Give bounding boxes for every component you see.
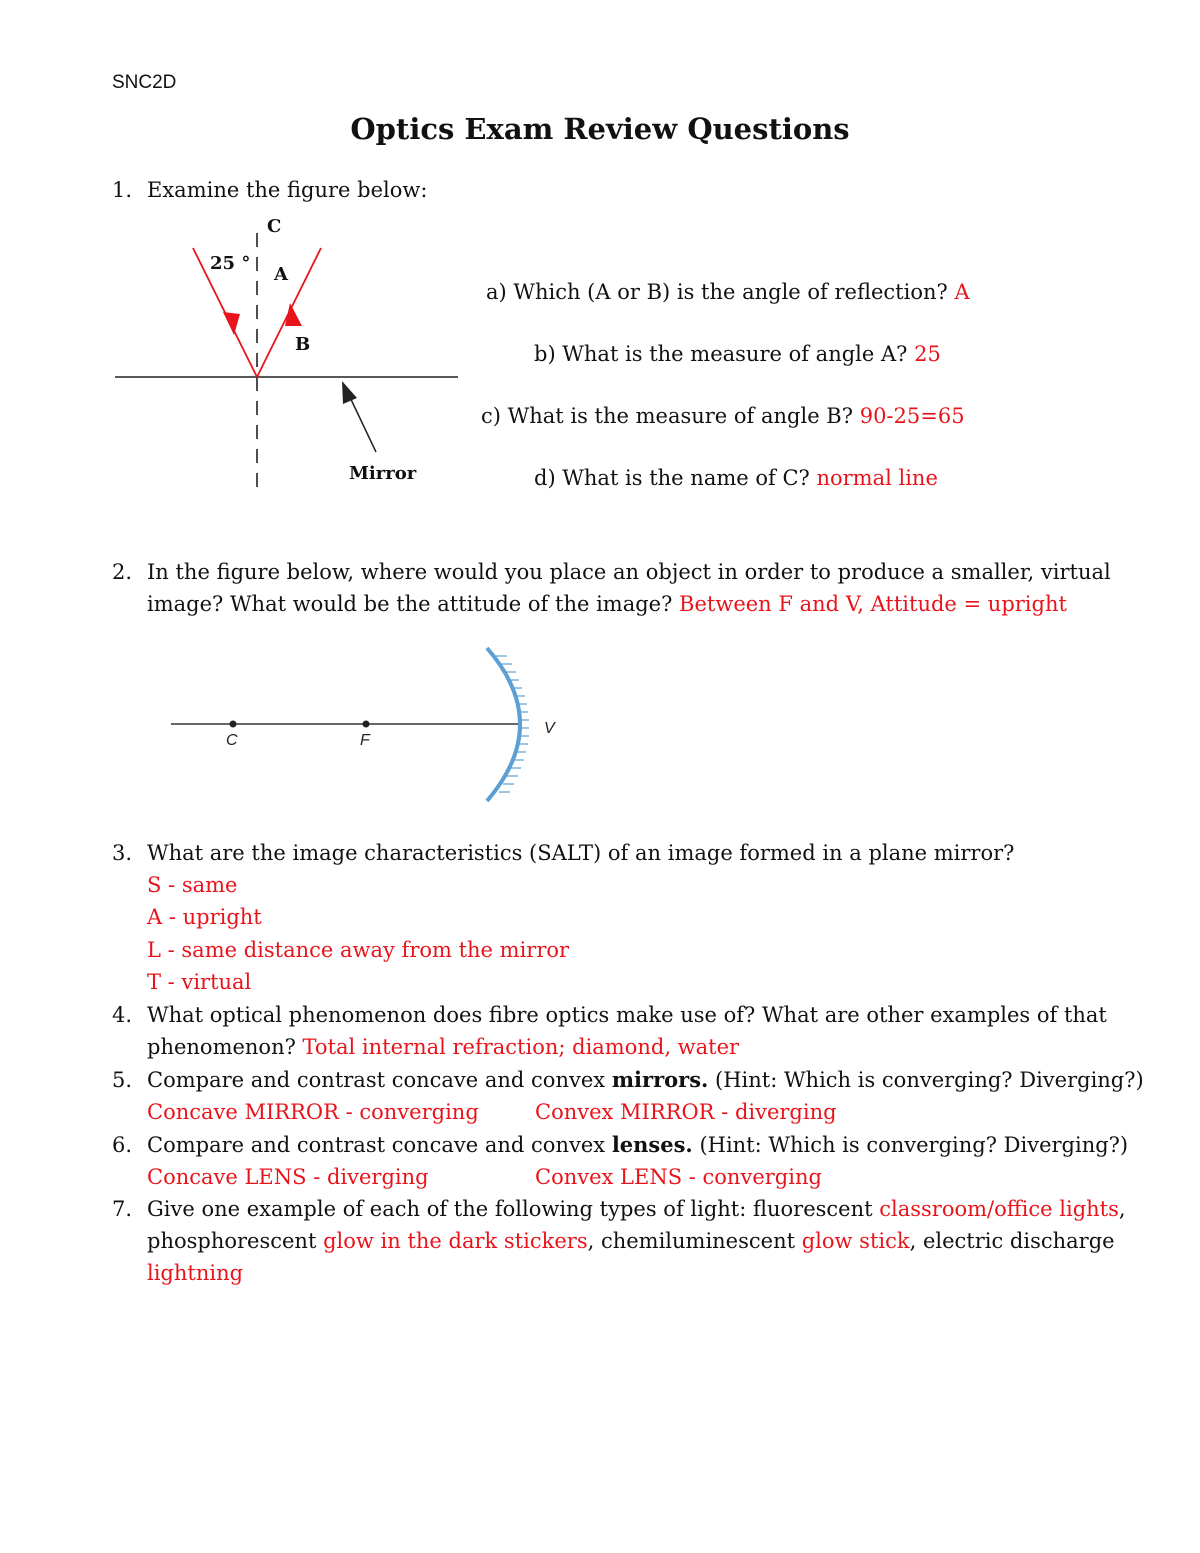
label-c: C (267, 216, 282, 237)
q2-question: image? What would be the attitude of the image? (147, 592, 673, 616)
q7-line2-c: , electric discharge (909, 1229, 1115, 1253)
q1b (534, 338, 941, 370)
q1c-answer: 90-25=65 (859, 404, 965, 428)
q4-line2 (147, 1031, 739, 1063)
q7-line2 (147, 1225, 1115, 1257)
page-title: Optics Exam Review Questions (350, 112, 850, 146)
label-angle: 25 ° (210, 253, 251, 274)
q6-text-post: (Hint: Which is converging? Diverging?) (699, 1133, 1129, 1157)
q1a (486, 276, 970, 308)
q3-answer-a: A - upright (147, 905, 262, 929)
q3-answer-l: L - same distance away from the mirror (147, 938, 570, 962)
q7-line2-b: , chemiluminescent (587, 1229, 796, 1253)
q5-text-bold: mirrors. (611, 1067, 709, 1092)
q2-line2 (147, 588, 1067, 620)
q2-answer: Between F and V, Attitude = upright (679, 592, 1067, 616)
reflection-diagram (110, 208, 465, 493)
q6-text (147, 1129, 1128, 1161)
reflected-arrowhead (285, 303, 302, 326)
q5-answer-right: Convex MIRROR - diverging (535, 1100, 837, 1124)
q1b-answer: 25 (914, 342, 941, 366)
q5-number: 5. (112, 1068, 133, 1092)
point-c (230, 721, 237, 728)
q4-line1: What optical phenomenon does fibre optics make use of? What are other examples of that (147, 1003, 1107, 1027)
q2-line1: In the figure below, where would you place an object in order to produce a smaller, virtual (147, 560, 1111, 584)
q7-line1-text: Give one example of each of the following types of light: fluorescent (147, 1197, 873, 1221)
mirror-pointer-arrowhead (342, 381, 357, 404)
q6-text-bold: lenses. (611, 1132, 693, 1157)
q3-text: What are the image characteristics (SALT) of an image formed in a plane mirror? (147, 841, 1015, 865)
q1b-question: b) What is the measure of angle A? (534, 342, 908, 366)
concave-mirror-diagram (165, 640, 565, 810)
q1a-question: a) Which (A or B) is the angle of reflection? (486, 280, 948, 304)
label-c: C (226, 732, 238, 749)
q1a-answer: A (954, 280, 970, 304)
q1-text: Examine the figure below: (147, 178, 428, 202)
label-a: A (274, 264, 288, 285)
q1c-question: c) What is the measure of angle B? (481, 404, 854, 428)
q6-answer-left: Concave LENS - diverging (147, 1165, 429, 1189)
q5-text-pre: Compare and contrast concave and convex (147, 1068, 606, 1092)
q5-text (147, 1064, 1144, 1096)
label-b: B (295, 334, 311, 355)
q7-answer-electric-discharge: lightning (147, 1261, 244, 1285)
q6-text-pre: Compare and contrast concave and convex (147, 1133, 606, 1157)
q6-answer-right: Convex LENS - converging (535, 1165, 822, 1189)
q5-text-post: (Hint: Which is converging? Diverging?) (715, 1068, 1144, 1092)
q7-answer-phosphorescent: glow in the dark stickers (323, 1229, 588, 1253)
course-code: SNC2D (112, 72, 177, 93)
label-mirror: Mirror (349, 463, 417, 484)
q6-number: 6. (112, 1133, 133, 1157)
label-v: V (544, 720, 555, 737)
q3-number: 3. (112, 841, 133, 865)
q2-number: 2. (112, 560, 133, 584)
q7-line2-a: phosphorescent (147, 1229, 317, 1253)
label-f: F (360, 732, 370, 749)
q7-line1 (147, 1193, 1126, 1225)
q1-number: 1. (112, 178, 133, 202)
point-f (363, 721, 370, 728)
q3-answer-s: S - same (147, 873, 238, 897)
q7-answer-fluorescent: classroom/office lights (879, 1197, 1119, 1221)
q4-question: phenomenon? (147, 1035, 296, 1059)
q7-answer-chemiluminescent: glow stick (801, 1229, 910, 1253)
q4-number: 4. (112, 1003, 133, 1027)
q1c (481, 400, 965, 432)
q5-answer-left: Concave MIRROR - converging (147, 1100, 479, 1124)
q3-answer-t: T - virtual (147, 970, 252, 994)
incident-arrowhead (223, 312, 240, 335)
q4-answer: Total internal refraction; diamond, water (302, 1035, 740, 1059)
q1d-answer: normal line (816, 466, 938, 490)
q1d-question: d) What is the name of C? (534, 466, 810, 490)
q1d (534, 462, 938, 494)
q7-number: 7. (112, 1197, 133, 1221)
q7-line1-end: , (1118, 1197, 1126, 1221)
